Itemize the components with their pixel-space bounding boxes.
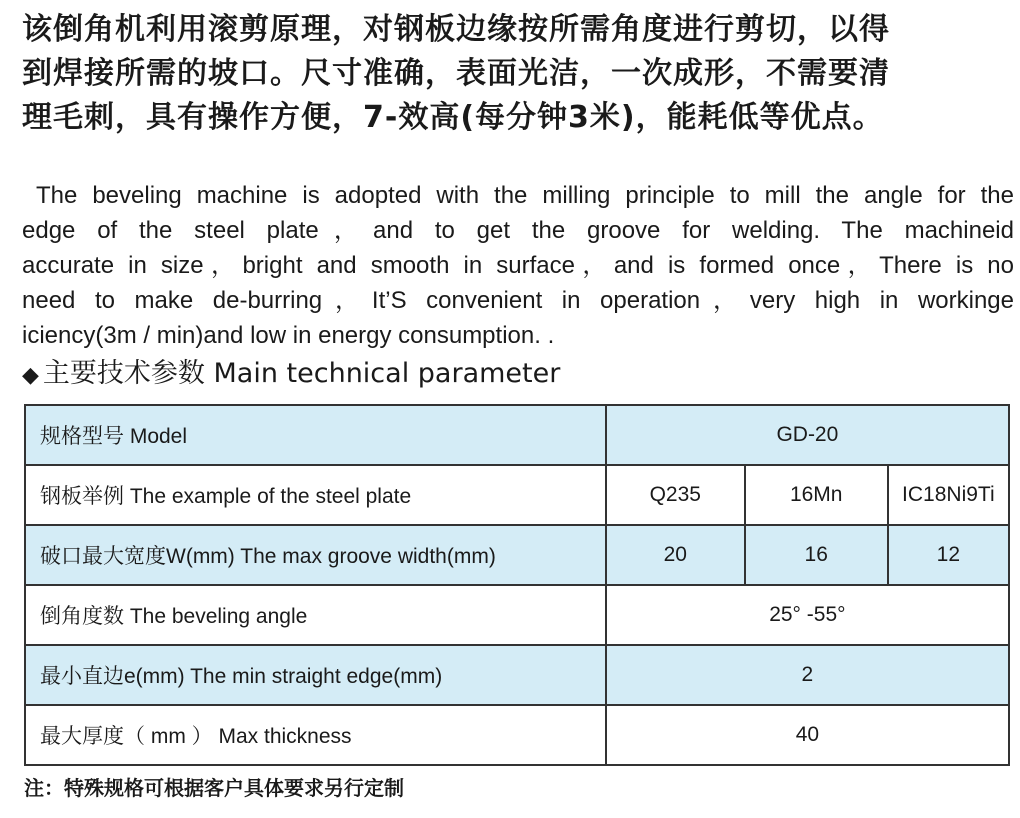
groove-width-value: 12 xyxy=(888,525,1009,585)
section-heading xyxy=(22,356,560,394)
intro-en-line: accurate in size，bright and smooth in surface，and is formed once，There is no xyxy=(22,252,1014,279)
row-label-max-thickness: 最大厚度（ mm ） Max thickness xyxy=(25,705,606,765)
max-thickness-value: 40 xyxy=(606,705,1009,765)
table-row xyxy=(25,705,1009,765)
intro-en-line: edge of the steel plate，and to get the groove for welding. The machineid xyxy=(22,217,1014,244)
row-label-steel-plate: 钢板举例 The example of the steel plate xyxy=(25,465,606,525)
steel-plate-value: IC18Ni9Ti xyxy=(888,465,1009,525)
diamond-bullet-icon: ◆ xyxy=(22,363,39,388)
row-label-beveling-angle: 倒角度数 The beveling angle xyxy=(25,585,606,645)
steel-plate-value: 16Mn xyxy=(745,465,888,525)
intro-en-line: The beveling machine is adopted with the milling principle to mill the angle for the xyxy=(36,182,1014,209)
intro-chinese xyxy=(22,8,1012,140)
intro-en-line: iciency(3m / min)and low in energy consumption. . xyxy=(22,322,555,349)
model-value: GD-20 xyxy=(606,405,1009,465)
intro-cn-line: 到焊接所需的坡口。尺寸准确，表面光洁，一次成形，不需要清 xyxy=(22,56,890,91)
groove-width-value: 20 xyxy=(606,525,745,585)
groove-width-value: 16 xyxy=(745,525,888,585)
row-label-model: 规格型号 Model xyxy=(25,405,606,465)
section-heading-text: 主要技术参数 Main technical parameter xyxy=(42,358,561,389)
table-row xyxy=(25,405,1009,465)
beveling-angle-value: 25° -55° xyxy=(606,585,1009,645)
table-row xyxy=(25,525,1009,585)
straight-edge-value: 2 xyxy=(606,645,1009,705)
row-label-groove-width: 破口最大宽度W(mm) The max groove width(mm) xyxy=(25,525,606,585)
intro-cn-line: 该倒角机利用滚剪原理，对钢板边缘按所需角度进行剪切，以得 xyxy=(22,12,890,47)
intro-cn-line: 理毛刺，具有操作方便，7-效高(每分钟3米)，能耗低等优点。 xyxy=(22,100,884,135)
intro-en-line: need to make de-burring，It’S convenient in operation，very high in workinge xyxy=(22,287,1014,314)
row-label-straight-edge: 最小直边e(mm) The min straight edge(mm) xyxy=(25,645,606,705)
table-row xyxy=(25,645,1009,705)
steel-plate-value: Q235 xyxy=(606,465,745,525)
intro-english xyxy=(22,178,1014,353)
footnote: 注：特殊规格可根据客户具体要求另行定制 xyxy=(24,776,404,800)
parameter-table xyxy=(24,404,1010,766)
table-row xyxy=(25,465,1009,525)
table-row xyxy=(25,585,1009,645)
